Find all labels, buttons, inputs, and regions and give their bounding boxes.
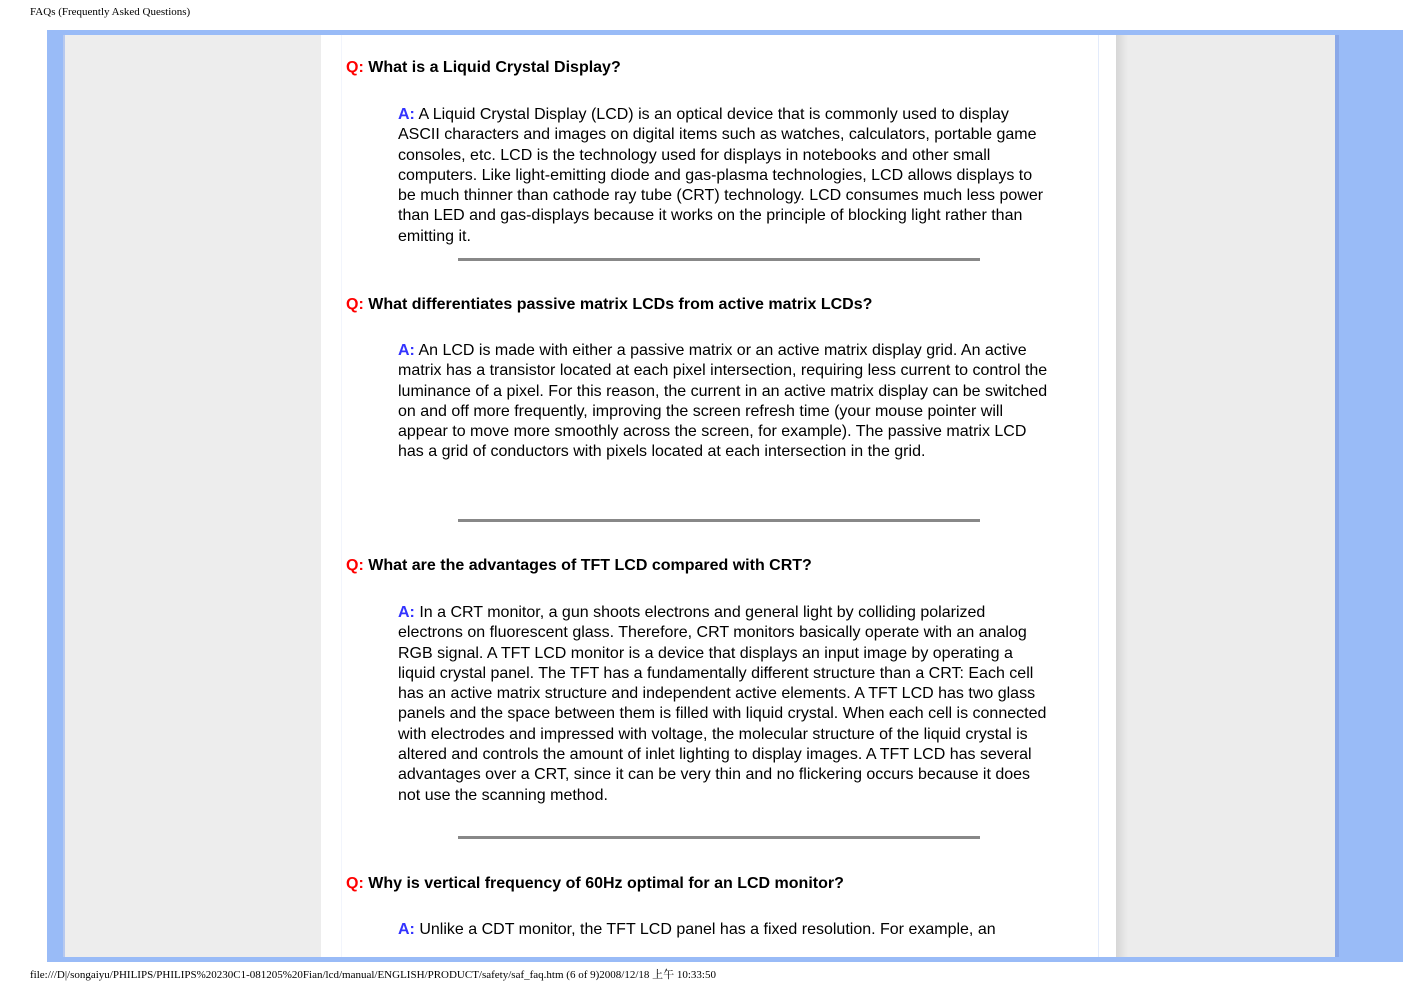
faq-separator <box>458 519 980 522</box>
faq-answer-4 <box>398 920 1048 940</box>
answer-text: Unlike a CDT monitor, the TFT LCD panel has a fixed resolution. For example, an <box>419 921 996 938</box>
faq-answer-3 <box>398 603 1048 806</box>
content-inner-border <box>341 35 342 957</box>
question-text: What differentiates passive matrix LCDs from active matrix LCDs? <box>368 296 873 313</box>
question-text: Why is vertical frequency of 60Hz optimal for an LCD monitor? <box>368 875 844 892</box>
left-sidebar-panel <box>63 35 321 957</box>
question-text: What are the advantages of TFT LCD compared with CRT? <box>368 557 812 574</box>
answer-label: A: <box>398 604 415 621</box>
faq-question-3 <box>346 557 812 575</box>
faq-answer-1 <box>398 105 1048 247</box>
question-text: What is a Liquid Crystal Display? <box>368 59 621 76</box>
right-panel-edge <box>1335 35 1339 957</box>
faq-question-2 <box>346 296 872 314</box>
question-label: Q: <box>346 875 364 892</box>
answer-text: In a CRT monitor, a gun shoots electrons and general light by colliding polarized electrons on fluorescent glass. Therefore, CRT monitors basically operate with an analog RGB signal. A TFT LCD monitor is a device that displays an input image by operating a liquid crystal panel. The TFT has a fundamentally different structure than a CRT: Each cell has an active matrix structure and independent active elements. A TFT LCD has two glass panels and the space between them is filled with liquid crystal. When each cell is connected with electrodes and impressed with voltage, the molecular structure of the liquid crystal is altered and controls the amount of inlet lighting to display images. A TFT LCD has several advantages over a CRT, since it can be very thin and no flickering occurs because it does not use the scanning method. <box>398 604 1047 804</box>
answer-text: An LCD is made with either a passive matrix or an active matrix display grid. An active matrix has a transistor located at each pixel intersection, requiring less current to control the luminance of a pixel. For this reason, the current in an active matrix display can be switched on and off more frequently, improving the screen refresh time (your mouse pointer will appear to move more smoothly across the screen, for example). The passive matrix LCD has a grid of conductors with pixels located at each intersection in the grid. <box>398 342 1048 461</box>
faq-separator <box>458 258 980 261</box>
faq-question-4 <box>346 875 844 893</box>
answer-label: A: <box>398 921 415 938</box>
answer-text: A Liquid Crystal Display (LCD) is an optical device that is commonly used to display ASCII characters and images on digital items such as watches, calculators, portable game consoles, etc. LCD is the technology used for displays in notebooks and other small computers. Like light-emitting diode and gas-plasma technologies, LCD allows displays to be much thinner than cathode ray tube (CRT) technology. LCD consumes much less power than LED and gas-displays because it works on the principle of blocking light rather than emitting it. <box>398 106 1044 245</box>
question-label: Q: <box>346 296 364 313</box>
faq-question-1 <box>346 59 621 77</box>
question-label: Q: <box>346 59 364 76</box>
answer-label: A: <box>398 106 415 123</box>
content-gutter <box>1099 35 1116 957</box>
question-label: Q: <box>346 557 364 574</box>
answer-label: A: <box>398 342 415 359</box>
faq-separator <box>458 836 980 839</box>
faq-answer-2 <box>398 341 1048 463</box>
right-sidebar-panel <box>1116 35 1336 957</box>
print-header-title: FAQs (Frequently Asked Questions) <box>30 6 191 18</box>
print-footer-path: file:///D|/songaiyu/PHILIPS/PHILIPS%20230C1-081205%20Fian/lcd/manual/ENGLISH/PRODUCT/safety/saf_faq.htm (6 of 9)2008/12/18 上午 10:33:50 <box>30 969 716 981</box>
